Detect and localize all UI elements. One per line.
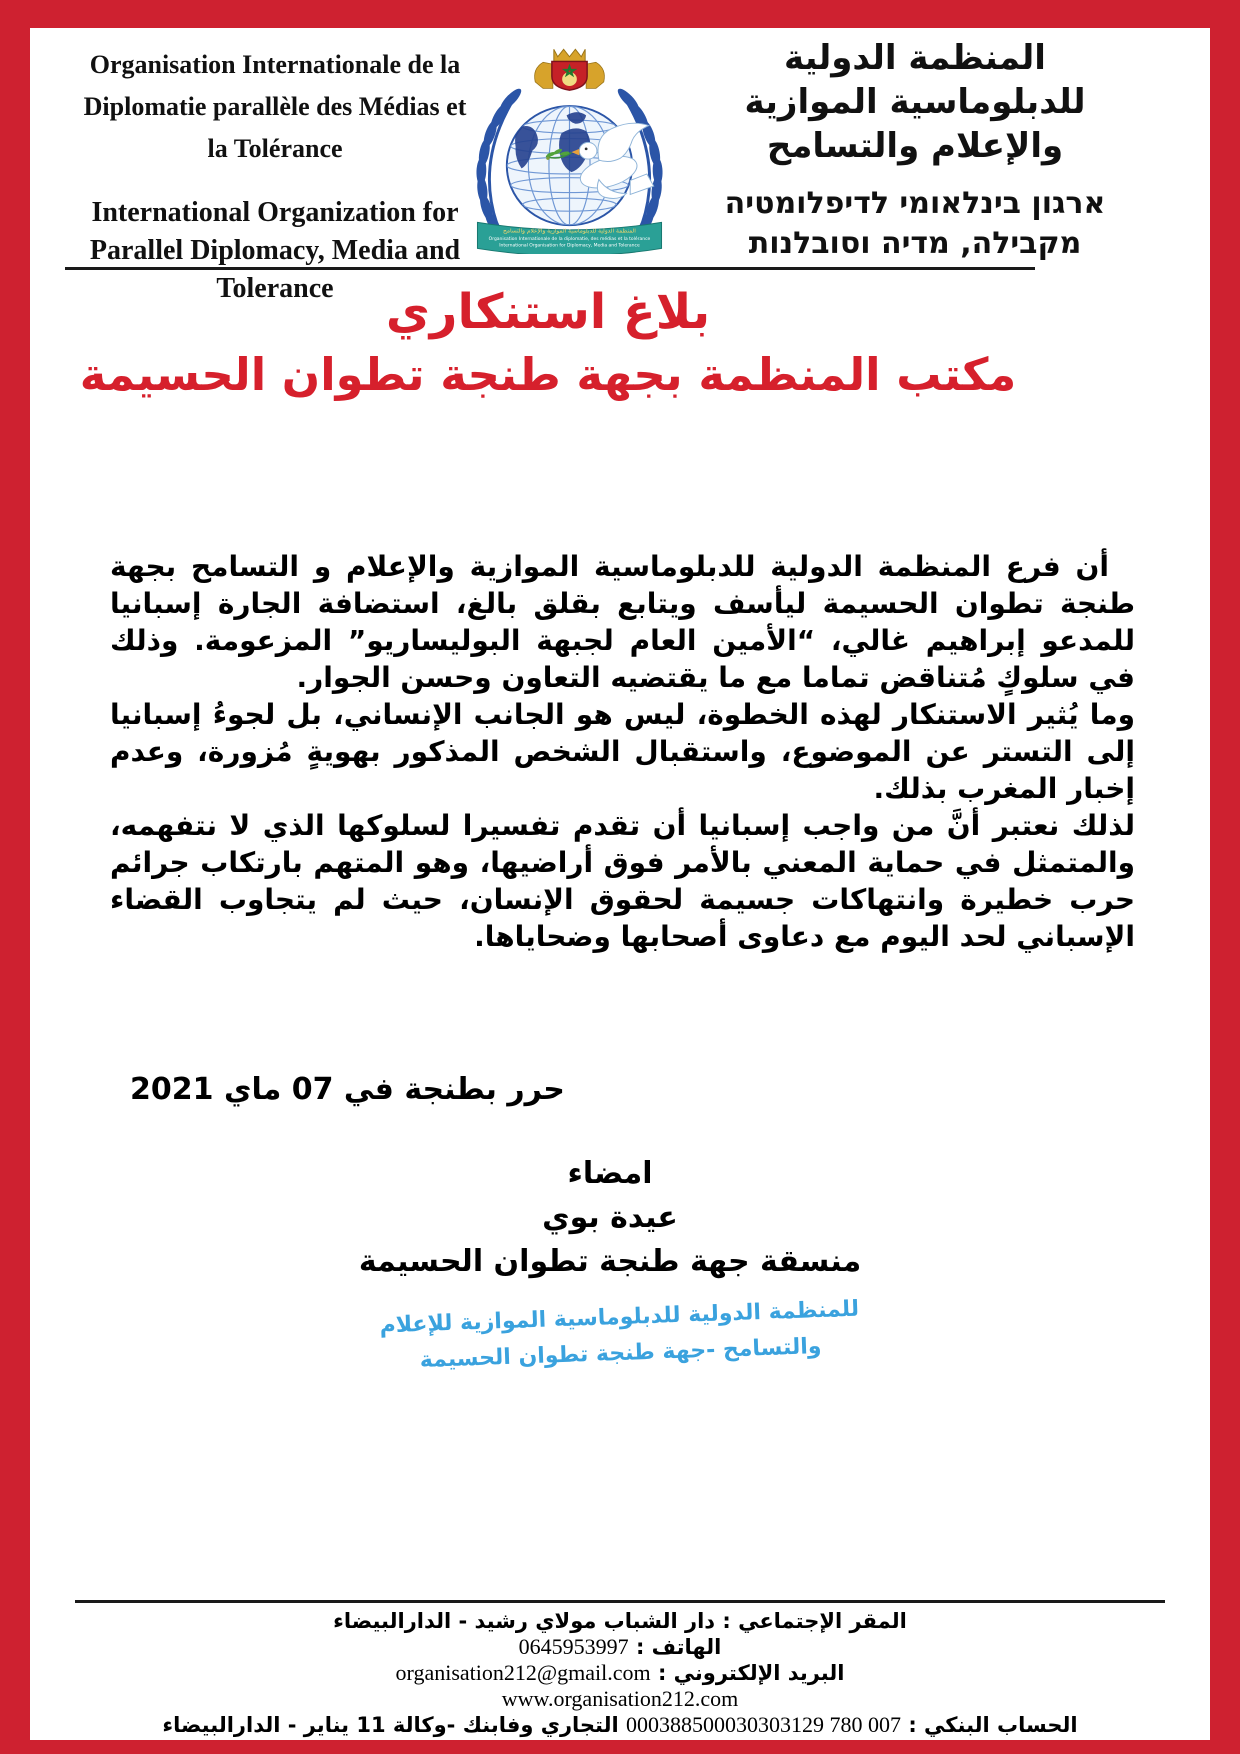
org-name-hebrew	[690, 184, 1140, 264]
signature-block	[230, 1152, 990, 1284]
org-name-english: International Organization for Parallel Diplomacy, Media and Tolerance	[89, 197, 461, 304]
footer-address: المقر الإجتماعي : دار الشباب مولاي رشيد - الدارالبيضاء	[333, 1609, 907, 1633]
logo-banner-ribbon	[477, 222, 661, 254]
title-line1: بلاغ استنكاري	[385, 284, 711, 340]
footer-bank	[30, 1712, 1210, 1738]
logo-graphic	[452, 40, 687, 254]
statement-title	[30, 280, 1066, 406]
organization-stamp	[379, 1292, 861, 1381]
website-url: www.organisation212.com	[501, 1686, 739, 1711]
phone-number: 0645953997	[518, 1634, 629, 1659]
bank-details: التجاري وفابنك -وكالة 11 يناير - الدارالبيضاء	[162, 1713, 619, 1737]
signatory-title: منسقة جهة طنجة تطوان الحسيمة	[358, 1244, 862, 1279]
phone-label: الهاتف :	[635, 1635, 722, 1659]
statement-body	[110, 548, 1135, 955]
body-paragraph-2: وما يُثير الاستنكار لهذه الخطوة، ليس هو الجانب الإنساني، بل لجوءُ إسبانيا إلى التستر عن الموضوع، واستقبال الشخص المذكور بهويةٍ مُزورة، وعدم إخبار المغرب بذلك.	[110, 698, 1135, 805]
email-label: البريد الإلكتروني :	[657, 1661, 845, 1685]
title-line2: مكتب المنظمة بجهة طنجة تطوان الحسيمة	[79, 348, 1017, 401]
letterhead-right	[690, 36, 1140, 264]
bank-label: الحساب البنكي :	[908, 1713, 1078, 1737]
footer-website	[30, 1686, 1210, 1712]
header-divider	[65, 267, 1035, 270]
body-paragraph-1: أن فرع المنظمة الدولية للدبلوماسية الموازية والإعلام و التسامح بجهة طنجة تطوان الحسيمة ليأسف ويتابع بقلق بالغ، استضافة الجارة إسبانيا للمدعو إبراهيم غالي، “الأمين العام لجبهة البوليساريو” المزعومة. وذلك في سلوكٍ مُتناقض تماما مع ما يقتضيه التعاون وحسن الجوار.	[110, 550, 1135, 694]
date-line: حرر بطنجة في 07 ماي 2021	[130, 1072, 565, 1107]
footer-divider	[75, 1600, 1165, 1603]
org-name-hebrew-line1: ארגון בינלאומי לדיפלומטיה	[724, 186, 1106, 221]
stamp-line1: للمنظمة الدولية للدبلوماسية الموازية للإعلام	[379, 1296, 860, 1339]
body-paragraph-3: لذلك نعتبر أنَّ من واجب إسبانيا أن تقدم تفسيرا لسلوكها الذي لا نتفهمه، والمتمثل في حماية المعني بالأمر فوق أراضيها، وهو المتهم بارتكاب جرائم حرب خطيرة وانتهاكات جسيمة لحقوق الإنسان، حيث لم يتجاوب القضاء الإسباني لحد اليوم مع دعاوى أصحابها وضحاياها.	[110, 809, 1135, 953]
banner-text-french: Organisation Internationale de la diplomatie, des médias et la tolérance	[488, 237, 651, 242]
signature-label: امضاء	[567, 1156, 653, 1191]
document-content	[30, 28, 1210, 1740]
org-name-arabic-line2: والإعلام والتسامح	[766, 126, 1064, 166]
footer-email	[30, 1660, 1210, 1686]
org-name-french: Organisation Internationale de la Diplomatie parallèle des Médias et la Tolérance	[83, 50, 467, 163]
banner-text-arabic: المنظمة الدولية للدبلوماسية الموازية والإعلام والتسامح	[503, 228, 636, 235]
banner-text-english: International Organisation for Diplomacy, Media and Tolerance	[499, 243, 640, 249]
footer-phone	[30, 1634, 1210, 1660]
org-name-arabic	[690, 36, 1140, 168]
email-value: organisation212@gmail.com	[395, 1660, 651, 1685]
moroccan-crest-icon	[535, 49, 605, 90]
org-name-hebrew-line2: מקבילה, מדיה וסובלנות	[748, 226, 1082, 261]
org-name-arabic-line1: المنظمة الدولية للدبلوماسية الموازية	[744, 38, 1086, 122]
stamp-line2: والتسامح -جهة طنجة تطوان الحسيمة	[419, 1333, 822, 1373]
footer-contact-block	[30, 1608, 1210, 1738]
organization-logo	[452, 40, 687, 254]
signatory-name: عيدة بوي	[542, 1200, 678, 1235]
bank-account-number: 007 780 000388500030303129	[626, 1712, 902, 1737]
